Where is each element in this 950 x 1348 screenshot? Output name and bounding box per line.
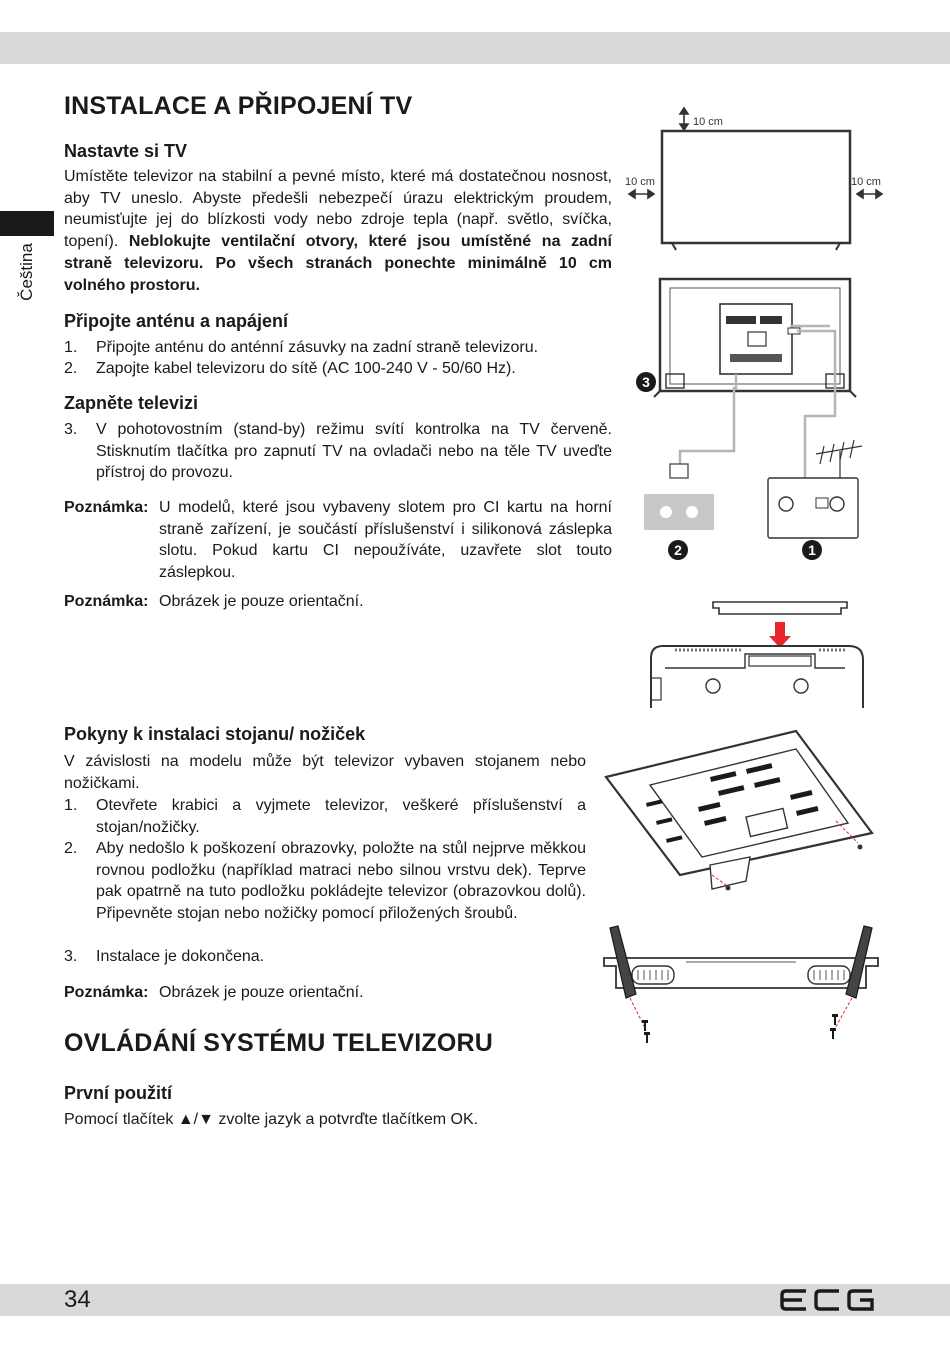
stand-intro: V závislosti na modelu může být televizor vybaven stojanem nebo nožičkami. (64, 753, 586, 792)
list-text: Instalace je dokončena. (96, 948, 265, 965)
list-number: 1. (64, 339, 78, 356)
note-ci-slot (64, 497, 612, 585)
page-number: 34 (64, 1286, 91, 1313)
connection-diagram (630, 276, 870, 566)
feet-install-diagram (596, 924, 886, 1048)
screw-icon (642, 1014, 838, 1043)
list-number: 2. (64, 840, 78, 857)
setup-bold-text: Neblokujte ventilační otvory, které jsou umístěné na zadní straně televizoru. Po všech stranách ponechte minimálně 10 cm volného prostoru. (64, 233, 613, 294)
svg-text:3: 3 (642, 374, 650, 390)
section-title-controls: OVLÁDÁNÍ SYSTÉMU TELEVIZORU (64, 1029, 494, 1057)
section-title-installation: INSTALACE A PŘIPOJENÍ TV (64, 92, 413, 120)
heading-stand: Pokyny k instalaci stojanu/ nožiček (64, 724, 366, 744)
note-label: Poznámka: (64, 593, 149, 610)
setup-text: Umístěte televizor na stabilní a pevné místo, které má dostatečnou nosnost, aby TV uneslo. Abyste předešli nebezpečí úrazu elektrickým proudem, neumisťujte jej do blízkosti vody nebo zdroje tepla (např. světlo, svíčka, topení). (64, 168, 612, 251)
list-text: Otevřete krabici a vyjmete televizor, veškeré příslušenství a stojan/nožičky. (96, 797, 586, 836)
list-text: Aby nedošlo k poškození obrazovky, položte na stůl nejprve měkkou rovnou podložku (například matraci nebo silnou vrstvu dek). Teprve pak opatrně na tuto podložku pokládejte televizor (obrazovkou dolů). Připevněte stojan nebo nožičky pomocí přiložených šroubů. (96, 840, 586, 923)
note-text: Obrázek je pouze orientační. (159, 593, 364, 610)
note-stand (64, 982, 586, 1004)
note-text: Obrázek je pouze orientační. (159, 984, 364, 1001)
svg-text:1: 1 (808, 542, 816, 558)
arrow-top-icon (680, 108, 688, 130)
list-text: Připojte anténu do anténní zásuvky na zadní straně televizoru. (96, 339, 539, 356)
antenna-icon (816, 440, 862, 481)
arrow-left-icon (629, 190, 654, 198)
list-item (64, 795, 586, 839)
clearance-top-label: 10 cm (693, 116, 723, 128)
first-use-text: Pomocí tlačítek ▲/▼ zvolte jazyk a potvrďte tlačítkem OK. (64, 1111, 479, 1128)
list-item (64, 946, 586, 968)
language-tab-marker (0, 211, 54, 236)
heading-setup: Nastavte si TV (64, 141, 188, 161)
list-item (64, 419, 612, 485)
clearance-diagram (620, 104, 890, 254)
note-image (64, 591, 612, 613)
stand-install-diagram (600, 725, 885, 893)
note-label: Poznámka: (64, 499, 149, 516)
list-number: 2. (64, 360, 78, 377)
list-item (64, 838, 586, 948)
arrow-right-icon (857, 190, 882, 198)
list-text: Zapojte kabel televizoru do sítě (AC 100-240 V - 50/60 Hz). (96, 360, 516, 377)
language-tab-label: Čeština (17, 243, 36, 301)
list-number: 3. (64, 421, 78, 438)
note-text: U modelů, které jsou vybaveny slotem pro CI kartu na horní straně zařízení, je součástí příslušenství i silikonová záslepka slotu. Pokud kartu CI nepoužíváte, uzavřete slot touto záslepkou. (159, 499, 612, 582)
list-number: 3. (64, 948, 78, 965)
list-text: V pohotovostním (stand-by) režimu svítí kontrolka na TV červeně. Stisknutím tlačítka pro zapnutí TV na ovladači nebo na těle TV uveďte přístroj do provozu. (96, 421, 612, 482)
ecg-logo (780, 1288, 874, 1312)
list-item (64, 337, 612, 359)
top-bar (0, 32, 950, 64)
heading-connect: Připojte anténu a napájení (64, 311, 289, 331)
clearance-left-label: 10 cm (625, 176, 655, 188)
heading-first-use: První použití (64, 1083, 172, 1103)
list-number: 1. (64, 797, 78, 814)
list-item (64, 358, 612, 380)
ci-slot-diagram (645, 598, 867, 710)
heading-power-on: Zapněte televizi (64, 393, 199, 413)
clearance-right-label: 10 cm (851, 176, 881, 188)
insert-arrow-icon (769, 622, 791, 648)
setup-paragraph (64, 166, 612, 296)
note-label: Poznámka: (64, 984, 149, 1001)
svg-text:2: 2 (674, 542, 682, 558)
